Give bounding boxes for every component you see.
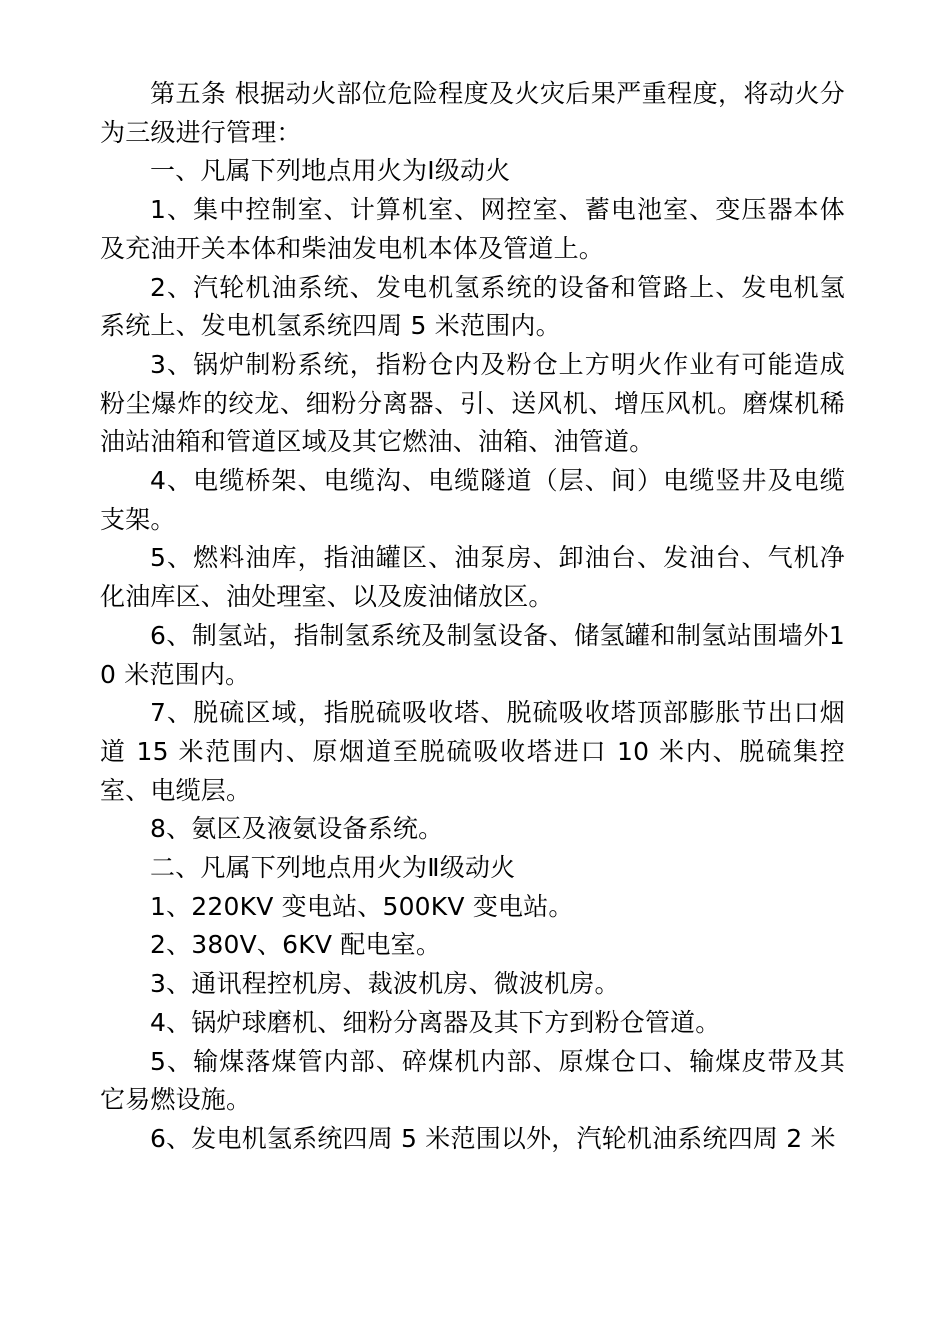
level-1-item-6: 6、制氢站，指制氢系统及制氢设备、储氢罐和制氢站围墙外10 米范围内。 bbox=[100, 620, 845, 689]
level-1-item-4: 4、电缆桥架、电缆沟、电缆隧道（层、间）电缆竖井及电缆支架。 bbox=[100, 466, 845, 534]
level-2-item-4: 4、锅炉球磨机、细粉分离器及其下方到粉仓管道。 bbox=[150, 1007, 721, 1037]
level-1-item-2: 2、汽轮机油系统、发电机氢系统的设备和管路上、发电机氢系统上、发电机氢系统四周 5 米范围内。 bbox=[100, 272, 845, 341]
level-1-item-3: 3、锅炉制粉系统，指粉仓内及粉仓上方明火作业有可能造成粉尘爆炸的绞龙、细粉分离器、引、送风机、增压风机。磨煤机稀油站油箱和管道区域及其它燃油、油箱、油管道。 bbox=[100, 349, 845, 457]
level-1-heading: 一、凡属下列地点用火为Ⅰ级动火 bbox=[150, 156, 511, 186]
level-1-item-5: 5、燃料油库，指油罐区、油泵房、卸油台、发油台、气机净化油库区、油处理室、以及废油储放区。 bbox=[100, 543, 845, 612]
level-2-item-3: 3、通讯程控机房、裁波机房、微波机房。 bbox=[150, 969, 620, 999]
article-5-heading: 第五条 根据动火部位危险程度及火灾后果严重程度，将动火分为三级进行管理： bbox=[100, 79, 845, 147]
level-1-item-1: 1、集中控制室、计算机室、网控室、蓄电池室、变压器本体及充油开关本体和柴油发电机本体及管道上。 bbox=[100, 195, 845, 263]
level-2-item-2: 2、380V、6KV 配电室。 bbox=[150, 930, 442, 960]
document-body bbox=[100, 75, 845, 1159]
level-2-item-6: 6、发电机氢系统四周 5 米范围以外，汽轮机油系统四周 2 米 bbox=[150, 1123, 836, 1153]
level-1-item-7: 7、脱硫区域，指脱硫吸收塔、脱硫吸收塔顶部膨胀节出口烟道 15 米范围内、原烟道至脱硫吸收塔进口 10 米内、脱硫集控室、电缆层。 bbox=[100, 698, 845, 805]
level-2-heading: 二、凡属下列地点用火为Ⅱ级动火 bbox=[150, 853, 516, 883]
level-2-item-5: 5、输煤落煤管内部、碎煤机内部、原煤仓口、输煤皮带及其它易燃设施。 bbox=[100, 1046, 845, 1115]
level-1-item-8: 8、氨区及液氨设备系统。 bbox=[150, 814, 444, 844]
level-2-item-1: 1、220KV 变电站、500KV 变电站。 bbox=[150, 891, 574, 921]
